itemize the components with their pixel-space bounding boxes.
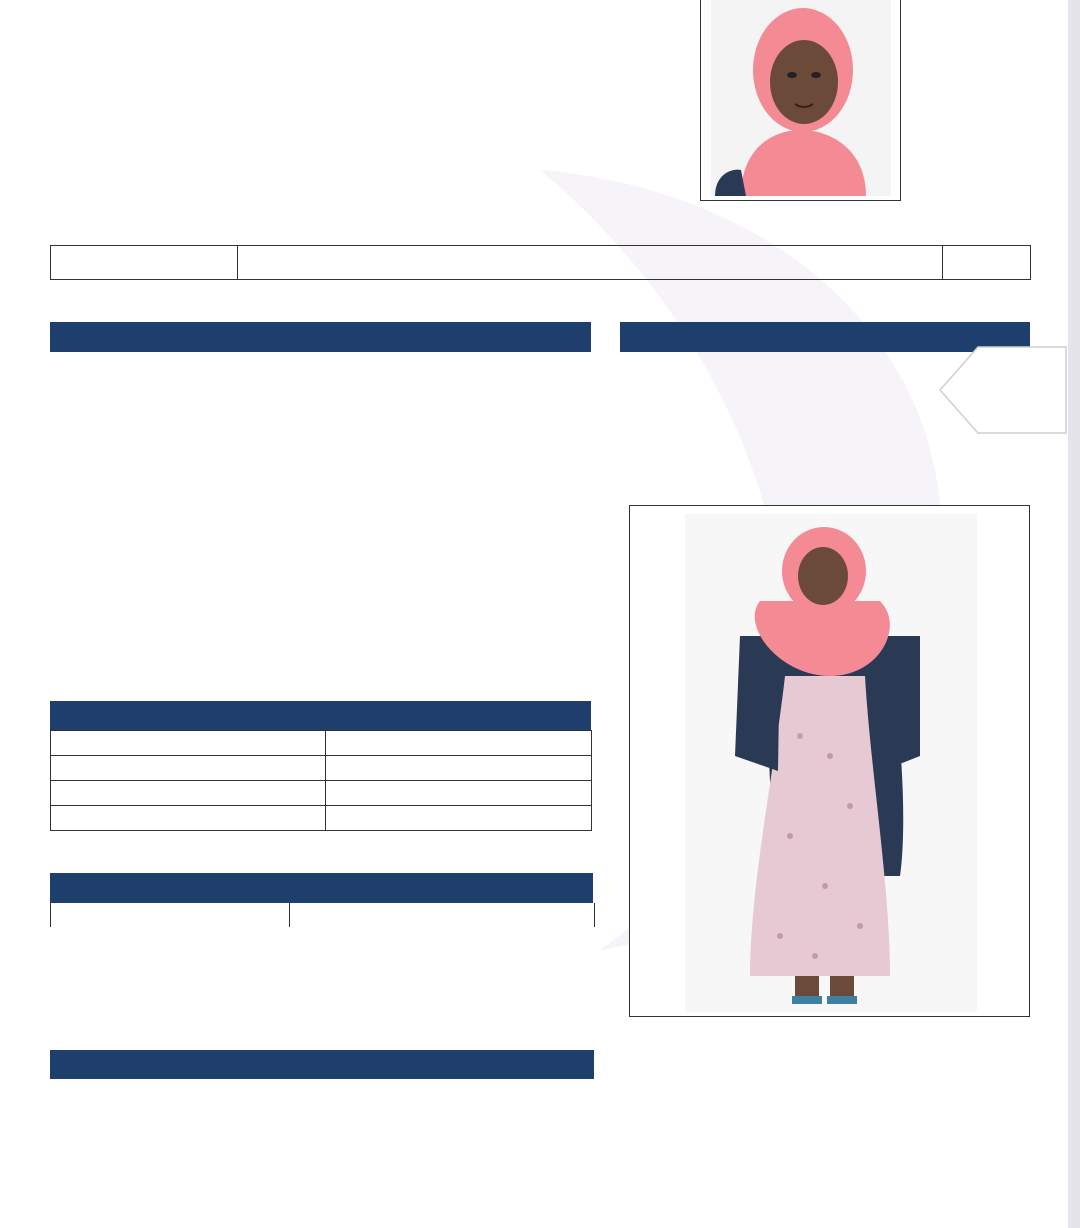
page-number-badge [938, 345, 1068, 435]
full-name-label-arabic [943, 246, 1031, 280]
full-body-photo [629, 505, 1030, 1017]
full-name-value [238, 246, 943, 280]
empty-cell [326, 781, 592, 806]
country-column-header [51, 731, 326, 756]
previous-employment-table [50, 730, 592, 831]
previous-employment-header [50, 701, 591, 730]
empty-cell [51, 781, 326, 806]
period-column-header [326, 731, 592, 756]
column-divider [289, 903, 290, 927]
languages-header [50, 873, 593, 903]
headshot-photo [700, 0, 901, 201]
viewer-scrollbar[interactable] [1068, 0, 1080, 1228]
empty-cell [51, 806, 326, 831]
details-header [50, 322, 591, 352]
employment-period [326, 756, 592, 781]
full-name-table [50, 245, 1031, 280]
employment-country [51, 756, 326, 781]
full-name-label [51, 246, 238, 280]
empty-cell [326, 806, 592, 831]
languages-column-row [50, 903, 595, 927]
work-experience-header [50, 1050, 594, 1079]
